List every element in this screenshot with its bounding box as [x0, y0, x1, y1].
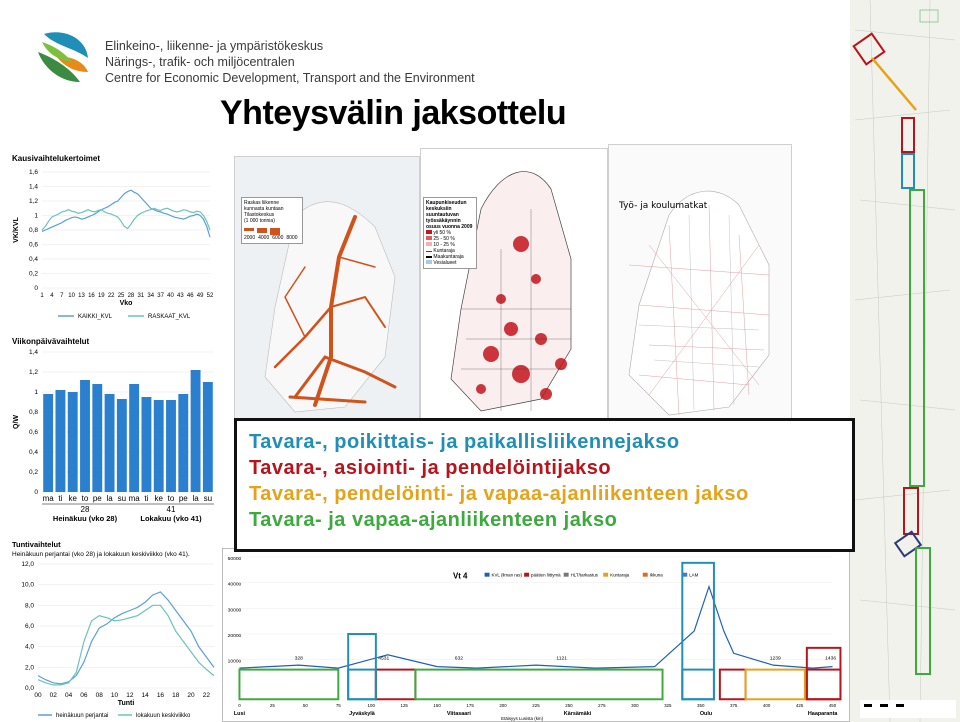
y-tick-label: 0,2 [28, 270, 38, 278]
x-tick-label: 125 [400, 703, 408, 709]
y-tick-label: 0,6 [28, 429, 38, 436]
y-tick-label: 8,0 [24, 602, 34, 610]
bar [68, 392, 78, 492]
org-line-fi: Elinkeino-, liikenne- ja ympäristökeskus [105, 39, 324, 53]
y-tick-label: 4,0 [24, 643, 34, 651]
y-tick-label: 0,8 [28, 227, 38, 234]
bar [203, 382, 213, 492]
x-tick-label: 175 [466, 703, 474, 709]
x-tick-label: 46 [186, 293, 194, 299]
y-tick-label: 1,4 [28, 183, 38, 191]
x-tick-label: ti [144, 494, 149, 503]
week-label: 28 [80, 505, 90, 514]
commuting-map [420, 148, 608, 420]
hourly-chart [8, 538, 218, 722]
weekday-chart [8, 336, 218, 526]
x-tick-label: 31 [137, 293, 145, 299]
traffic-value: 4531 [378, 656, 390, 662]
bar [166, 400, 176, 492]
x-tick-label: 300 [631, 703, 639, 709]
x-tick-label: 20 [187, 692, 195, 699]
scale-tick: 8000 [286, 235, 298, 241]
org-line-sv: Närings-, trafik- och miljöcentralen [105, 55, 295, 69]
legend-item: Maakuntaraja [426, 254, 474, 260]
legend-item: Vesialueet [426, 260, 474, 266]
x-tick-label: ma [42, 494, 54, 503]
y-tick-label: 2,0 [24, 664, 34, 672]
freight-map [234, 156, 420, 420]
legend-label: Ikkuna [649, 572, 663, 578]
x-tick-label: 375 [729, 703, 738, 709]
x-tick-label: ke [154, 494, 163, 503]
legend-swatch [643, 573, 648, 577]
x-tick-label: 02 [49, 692, 57, 699]
x-tick-label: 19 [97, 293, 105, 299]
x-tick-label: 12 [126, 692, 134, 699]
bar [178, 394, 188, 492]
route-strip-map [850, 0, 960, 722]
x-tick-label: to [81, 494, 89, 503]
x-tick-label: 150 [433, 703, 441, 709]
segment-legend-box [234, 418, 855, 552]
x-tick-label: 350 [697, 703, 705, 709]
x-tick-label: 450 [828, 703, 837, 709]
x-tick-label: 25 [269, 703, 275, 709]
x-tick-label: 40 [167, 293, 174, 299]
place-label: Haaparanta [807, 711, 838, 718]
bar [191, 370, 201, 492]
y-tick-label: 20000 [227, 633, 242, 639]
y-tick-label: 1,4 [28, 349, 38, 356]
y-tick-label: 10,0 [21, 581, 34, 589]
road-label: Vt 4 [452, 571, 468, 581]
bar [43, 394, 53, 492]
traffic-value: 632 [454, 656, 464, 662]
x-tick-label: ke [68, 494, 77, 503]
x-tick-label: 04 [64, 692, 73, 699]
x-tick-label: 34 [147, 293, 155, 299]
bar [80, 380, 90, 492]
seasonal-chart [8, 150, 218, 322]
bar [117, 399, 127, 492]
x-tick-label: 275 [598, 703, 606, 709]
place-label: Oulu [699, 711, 713, 718]
x-tick-label: 7 [60, 293, 64, 299]
x-tick-label: 10 [68, 293, 75, 299]
y-tick-label: 1 [34, 389, 38, 396]
group-label: Lokakuu (vko 41) [140, 514, 202, 523]
legend-label: Kuntaraja [610, 572, 630, 578]
legend-label: heinäkuun perjantai [56, 713, 109, 719]
legend-swatch [485, 573, 490, 577]
organization-name [105, 38, 475, 86]
x-tick-label: 13 [78, 293, 85, 299]
ely-logo [34, 28, 94, 86]
y-tick-label: 0,4 [28, 449, 38, 456]
y-axis-label: VK/KVL [13, 217, 20, 243]
traffic-value: 1436 [825, 656, 837, 662]
x-tick-label: pe [92, 494, 102, 503]
y-tick-label: 40000 [227, 582, 242, 588]
y-tick-label: 0,4 [28, 256, 38, 263]
legend-label: HLT/tarkastus [570, 572, 598, 578]
traffic-value: 1121 [556, 656, 568, 662]
x-tick-label: 16 [88, 293, 95, 299]
chart-subtitle: Heinäkuun perjantai (vko 28) ja lokakuun keskiviikko (vko 41). [12, 551, 190, 558]
scale-tick: 2000 [244, 235, 256, 241]
legend-item: 25 - 50 % [426, 236, 474, 242]
x-tick-label: la [192, 494, 199, 503]
x-axis-label: Vko [119, 300, 133, 307]
y-tick-label: 1,2 [28, 198, 38, 205]
legend-line: Tilastokeskus [244, 212, 275, 218]
y-tick-label: 0 [34, 285, 38, 292]
y-tick-label: 12,0 [21, 561, 34, 568]
bar [55, 390, 65, 492]
y-tick-label: 0,6 [28, 241, 38, 249]
x-tick-label: 16 [156, 692, 165, 699]
y-tick-label: 50000 [227, 556, 242, 562]
chart-title: Kausivaihtelukertoimet [12, 154, 101, 163]
x-tick-label: 14 [141, 692, 149, 699]
legend-label: lokakuun keskiviikko [136, 713, 191, 719]
y-tick-label: 0,2 [28, 469, 38, 476]
org-line-en: Centre for Economic Development, Transport and the Environment [105, 71, 475, 85]
x-tick-label: 400 [762, 703, 771, 709]
x-tick-label: 250 [565, 703, 573, 709]
place-label: Lusi [233, 711, 246, 718]
bar [129, 384, 139, 492]
y-tick-label: 1,6 [28, 169, 38, 176]
x-tick-label: ti [58, 494, 63, 503]
legend-swatch [603, 573, 608, 577]
series-line-0 [38, 592, 214, 684]
legend-swatch [524, 573, 529, 577]
x-tick-label: 37 [157, 293, 164, 299]
place-label: Viitasaari [446, 711, 471, 718]
legend-item: yli 50 % [426, 230, 474, 236]
work-trips-map [608, 144, 792, 420]
week-label: 41 [166, 505, 176, 514]
x-tick-label: la [106, 494, 113, 503]
y-tick-label: 0,8 [28, 409, 38, 416]
legend-label: KVL (ilman ras) [491, 572, 522, 578]
scale-tick: 4000 [258, 235, 270, 241]
road-profile-chart [222, 548, 850, 722]
x-tick-label: 49 [196, 293, 204, 299]
traffic-value: 328 [294, 656, 303, 662]
legend-line: Raskas liikenne [244, 200, 280, 206]
segment-freight-cross-local: Tavara-, poikittais- ja paikallisliikennejakso [249, 431, 680, 453]
bar [141, 397, 151, 492]
x-tick-label: 325 [664, 703, 672, 709]
place-label: Kärsämäki [563, 711, 592, 718]
chart-title: Tuntivaihtelut [12, 540, 61, 549]
x-tick-label: 43 [177, 293, 184, 299]
place-label: Jyväskylä [349, 711, 375, 718]
y-axis-label: Q/W [13, 415, 20, 429]
y-tick-label: 30000 [227, 608, 242, 614]
x-tick-label: su [117, 494, 127, 503]
traffic-value: 1239 [769, 656, 781, 662]
bar [154, 400, 164, 492]
legend-title: Kaupunkiseudun keskuksiin suuntautuvan työssäkäynnin osuus vuonna 2009 [426, 200, 473, 230]
x-tick-label: 4 [50, 293, 54, 299]
x-tick-label: 52 [206, 293, 214, 299]
x-tick-label: pe [178, 494, 188, 503]
x-axis-label: Etäisyys Lusista (km) [501, 716, 544, 722]
legend-label: päätien liittymä [531, 572, 561, 578]
group-label: Heinäkuu (vko 28) [52, 514, 118, 523]
x-tick-label: 00 [34, 692, 42, 699]
x-tick-label: 18 [172, 692, 180, 699]
segment-freight-commute-leisure: Tavara-, pendelöinti- ja vapaa-ajanliikenteen jakso [249, 483, 749, 505]
legend-line: (1 000 tonnia) [244, 218, 275, 224]
x-tick-label: 200 [499, 703, 507, 709]
x-tick-label: ma [128, 494, 140, 503]
page-title: Yhteysvälin jaksottelu [220, 94, 567, 132]
x-tick-label: 22 [107, 293, 115, 299]
x-tick-label: 28 [127, 293, 135, 299]
x-tick-label: 100 [367, 703, 375, 709]
x-tick-label: 75 [335, 703, 341, 709]
x-tick-label: 22 [202, 692, 210, 699]
x-tick-label: 0 [238, 703, 241, 709]
x-tick-label: 425 [795, 703, 804, 709]
x-tick-label: 50 [302, 703, 308, 709]
legend-swatch [564, 573, 569, 577]
scale-tick: 6000 [272, 235, 284, 241]
legend-item: 10 - 25 % [426, 242, 474, 248]
chart-title: Viikonpäivävaihtelut [12, 337, 90, 346]
y-tick-label: 0,0 [24, 685, 34, 692]
legend-label: RASKAAT_KVL [148, 314, 191, 320]
x-tick-label: 10 [110, 692, 119, 699]
work-trips-label: Työ- ja koulumatkat [619, 201, 708, 211]
x-tick-label: 06 [80, 692, 88, 699]
bar [92, 384, 102, 492]
legend-label: KAIKKI_KVL [78, 314, 113, 320]
segment-freight-leisure: Tavara- ja vapaa-ajanliikenteen jakso [249, 509, 618, 531]
x-tick-label: to [167, 494, 175, 503]
legend-label: LAM [689, 572, 699, 578]
y-tick-label: 0 [34, 489, 38, 496]
legend-item: Kuntaraja [426, 248, 474, 254]
freight-map-legend [241, 197, 303, 244]
y-tick-label: 10000 [227, 659, 242, 665]
x-tick-label: 08 [95, 692, 103, 699]
legend-line: kunnasta kuntaan [244, 206, 284, 212]
y-tick-label: 1,2 [28, 369, 38, 376]
x-tick-label: 1 [40, 293, 44, 299]
x-tick-label: su [203, 494, 213, 503]
commuting-map-legend [423, 197, 477, 269]
series-line-1 [38, 605, 214, 685]
x-axis-label: Tunti [117, 700, 135, 707]
bar [105, 394, 115, 492]
y-tick-label: 6,0 [24, 623, 34, 630]
y-tick-label: 1 [34, 212, 38, 220]
x-tick-label: 225 [532, 703, 540, 709]
segment-freight-errand-commute: Tavara-, asiointi- ja pendelöintijakso [249, 457, 612, 479]
x-tick-label: 25 [117, 293, 125, 299]
